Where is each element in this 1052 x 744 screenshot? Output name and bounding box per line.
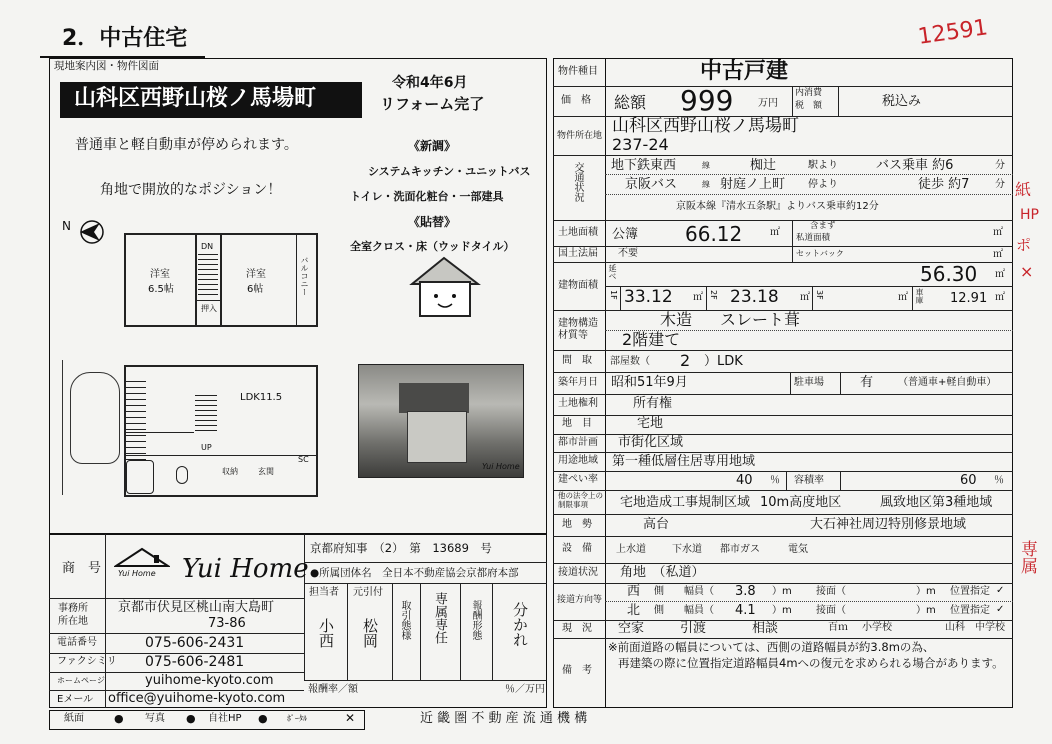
- stairs-1f: [195, 395, 217, 435]
- footer-item-photo: 写真: [145, 713, 165, 724]
- floor1-area: 33.12: [624, 287, 673, 307]
- new-heading: 《新調》: [408, 139, 457, 153]
- label-land-right: 土地権利: [558, 398, 598, 409]
- corner-note: 角地で開放的なポジション！: [100, 182, 282, 198]
- label-parking: 駐車場: [794, 377, 824, 388]
- label-remarks: 備 考: [562, 665, 592, 676]
- paste-heading: 《貼替》: [408, 215, 457, 229]
- land-basis: 公簿: [612, 227, 639, 242]
- compass-icon: [74, 218, 104, 246]
- new-items-2: トイレ・洗面化粧台・一部建具: [350, 190, 504, 203]
- label-tel: 電話番号: [57, 637, 97, 648]
- license-number: 京都府知事 （2） 第 13689 号: [310, 541, 492, 555]
- footer-item-hp: 自社HP: [208, 713, 242, 724]
- road2-check-icon: ✓: [996, 604, 1005, 615]
- road1-width-unit: ）m: [772, 586, 792, 597]
- facility-water: 上水道: [616, 544, 646, 555]
- far-value: 60: [960, 473, 977, 488]
- company-logo-small: Yui Home: [118, 569, 156, 578]
- remark-line-2: 再建築の際に位置指定道路幅員4mへの復元を求められる場合があります。: [618, 656, 1004, 670]
- company-name: Yui Home: [182, 554, 309, 584]
- house-photo: [358, 364, 524, 478]
- header-hoshu: 報酬形態: [470, 600, 481, 640]
- traffic-line-2: 京阪バス: [625, 177, 678, 192]
- road2-side: 側: [654, 605, 664, 616]
- map-label: 現地案内図・物件図面: [54, 60, 159, 72]
- header-motozuke: 元引付: [353, 587, 383, 598]
- built-date: 昭和51年9月: [611, 375, 688, 390]
- location-line-1: 山科区西野山桜ノ馬場町: [612, 116, 799, 136]
- label-status: 現 況: [562, 623, 592, 634]
- bcr-value: 40: [736, 473, 753, 488]
- footer-bullet-icon: ●: [258, 712, 268, 725]
- company-logo-icon: [114, 546, 170, 584]
- private-road-unit: ㎡: [993, 227, 1003, 238]
- label-traffic: 交通状況: [572, 162, 583, 202]
- mascot-house-icon: [404, 254, 486, 320]
- road1-frontage-label: 接面（: [816, 586, 846, 597]
- traffic-bus-unit: 分: [995, 160, 1005, 171]
- value-tanto: 小西: [317, 618, 335, 648]
- parking-note: 普通車と軽自動車が停められます。: [75, 137, 298, 153]
- traffic-station-1: 椥辻: [750, 158, 777, 173]
- facility-gas: 都市ガス: [720, 544, 760, 555]
- footer-item-paper: 紙面: [64, 713, 84, 724]
- garage-label: 車庫: [915, 288, 924, 304]
- elementary-school-label: 小学校: [862, 622, 892, 633]
- room-size-2f-1: 6.5帖: [148, 284, 174, 295]
- traffic-note: 京阪本線『清水五条駅』よりバス乗車約12分: [676, 201, 879, 212]
- paste-items: 全室クロス・床（ウッドタイル）: [350, 240, 515, 253]
- reform-date: 令和4年6月: [392, 75, 468, 91]
- structure-stories: 2階建て: [622, 330, 681, 349]
- office-address-number: 73-86: [208, 616, 246, 631]
- label-land-area: 土地面積: [558, 227, 598, 238]
- storage-label: 収納: [222, 467, 238, 476]
- road2-direction: 北: [627, 603, 641, 618]
- header-torihiki: 取引態様: [399, 600, 410, 640]
- ldk-label: LDK11.5: [240, 392, 283, 403]
- label-road: 接道状況: [558, 567, 598, 578]
- floor1-unit: ㎡: [693, 292, 703, 303]
- garage-area: 12.91: [950, 291, 988, 306]
- handwritten-note-hp: HP: [1020, 207, 1039, 223]
- road1-width: 3.8: [735, 584, 756, 599]
- madori-prefix: 部屋数（: [610, 356, 650, 367]
- stairs-up: UP: [201, 443, 212, 452]
- other-law-1: 宅地造成工事規制区域: [620, 495, 751, 510]
- road2-frontage-label: 接面（: [816, 605, 846, 616]
- road2-width-label: 幅員（: [684, 605, 714, 616]
- property-type: 中古戸建: [700, 59, 789, 84]
- label-email: Eメール: [57, 694, 94, 705]
- closet-label: 押入: [201, 304, 217, 313]
- label-type: 物件種目: [558, 66, 598, 77]
- label-far: 容積率: [794, 475, 824, 486]
- new-items-1: システムキッチン・ユニットバス: [368, 165, 531, 178]
- building-total-value: 56.30: [920, 262, 978, 286]
- label-fax: ファクシミリ: [57, 656, 117, 667]
- label-madori: 間 取: [562, 355, 592, 366]
- room-size-2f-2: 6帖: [247, 284, 264, 295]
- handover-label: 引渡: [680, 621, 707, 636]
- facility-sewer: 下水道: [672, 544, 702, 555]
- traffic-walk-unit: 分: [995, 179, 1005, 190]
- label-facility: 設 備: [562, 543, 592, 554]
- kokudo-value: 不要: [618, 248, 638, 259]
- shoe-closet-label: SC: [298, 455, 309, 464]
- footer-bullet-icon: ●: [114, 712, 124, 725]
- traffic-line-2-suffix: 線: [702, 180, 710, 189]
- city-plan-value: 市街化区域: [618, 435, 684, 450]
- handwritten-note-portal: ポ: [1016, 236, 1032, 254]
- facility-electric: 電気: [788, 544, 808, 555]
- handover-value: 相談: [752, 621, 779, 636]
- road1-check-icon: ✓: [996, 585, 1005, 596]
- handwritten-note-paper: 紙: [1015, 180, 1032, 199]
- label-zone: 用途地域: [558, 455, 598, 466]
- label-kokudo: 国土法届: [558, 248, 598, 259]
- road1-width-label: 幅員（: [684, 586, 714, 597]
- building-total-unit: ㎡: [995, 269, 1005, 280]
- reform-done: リフォーム完了: [380, 95, 485, 113]
- label-road-direction: 接道方向等: [557, 595, 603, 605]
- email-link[interactable]: office@yuihome-kyoto.com: [108, 691, 286, 706]
- fax-number: 075-606-2481: [145, 654, 245, 670]
- traffic-bus-time: バス乗車 約6: [876, 158, 954, 173]
- label-bcr: 建ぺい率: [558, 474, 598, 485]
- label-other-laws: 他の法令上の制限事項: [558, 491, 603, 509]
- terrain-note: 大石神社周辺特別修景地域: [810, 517, 967, 532]
- label-homepage: ホームページ: [57, 676, 105, 685]
- terrain-value: 高台: [643, 517, 670, 532]
- school-district: 山科: [945, 622, 965, 633]
- tel-number: 075-606-2431: [145, 635, 245, 651]
- status-value: 空家: [618, 621, 645, 636]
- traffic-station-1-suffix: 駅より: [808, 160, 838, 171]
- traffic-walk-time: 徒歩 約7: [918, 177, 970, 192]
- stairs-2f: [198, 254, 218, 298]
- balcony-label: バルコニー: [300, 256, 309, 296]
- label-structure: 建物構造材質等: [558, 318, 598, 341]
- road1-designation: 位置指定: [950, 586, 990, 597]
- private-road-label-2: 私道面積: [796, 233, 831, 243]
- price-prefix: 総額: [614, 93, 647, 112]
- floor1-label: 1F: [609, 290, 618, 300]
- association: ●所属団体名 全日本不動産協会京都府本部: [310, 567, 519, 579]
- footer-item-portal: ﾎﾟｰﾀﾙ: [287, 714, 307, 723]
- road1-side: 側: [654, 586, 664, 597]
- remark-line-1: ※前面道路の幅員については、西側の道路幅員が約3.8mの為、: [608, 640, 935, 654]
- distance-unit: 百ｍ: [828, 622, 848, 633]
- label-chimoku: 地 目: [562, 418, 592, 429]
- header-tanto: 担当者: [309, 587, 339, 598]
- handwritten-note-cross: ×: [1020, 262, 1034, 281]
- junior-high-label: 中学校: [975, 622, 1005, 633]
- room-label-2f-1: 洋室: [150, 269, 170, 280]
- value-senzoku: 専属専任: [432, 592, 447, 644]
- land-area-unit: ㎡: [770, 227, 780, 238]
- entry-label: 玄関: [258, 467, 274, 476]
- other-law-3: 風致地区第3種地域: [880, 495, 993, 510]
- road2-frontage-unit: ）m: [916, 605, 936, 616]
- road1-direction: 西: [627, 584, 641, 599]
- road2-width: 4.1: [735, 603, 756, 618]
- road-value: 角地 （私道）: [620, 565, 705, 580]
- label-location: 物件所在地: [557, 131, 603, 141]
- floor3-label: 3F: [815, 290, 824, 300]
- compass-n: N: [62, 219, 71, 233]
- kitchen-counter: [126, 380, 146, 460]
- label-built: 築年月日: [558, 377, 598, 388]
- floor2-area: 23.18: [730, 287, 779, 307]
- road2-width-unit: ）m: [772, 605, 792, 616]
- floor2-unit: ㎡: [800, 292, 810, 303]
- stairs-dn: DN: [201, 242, 214, 251]
- fee-unit: ％／万円: [505, 684, 545, 695]
- traffic-station-2: 射庭ノ上町: [720, 177, 786, 192]
- chimoku-value: 宅地: [637, 416, 664, 431]
- homepage-link[interactable]: yuihome-kyoto.com: [145, 673, 274, 688]
- footer-cross-icon: ✕: [345, 711, 356, 725]
- zone-value: 第一種低層住居専用地域: [612, 454, 756, 469]
- property-title: 山科区西野山桜ノ馬場町: [74, 86, 317, 111]
- bcr-unit: ％: [770, 475, 780, 486]
- land-area-value: 66.12: [685, 222, 743, 246]
- footer-checkbox-strip: [49, 710, 365, 730]
- tax-label-2: 税 額: [795, 101, 823, 111]
- label-shogo: 商 号: [62, 561, 102, 576]
- traffic-line-1: 地下鉄東西: [611, 158, 677, 173]
- value-motozuke: 松岡: [361, 618, 379, 648]
- structure-roof: スレート葺: [720, 310, 801, 329]
- label-city-plan: 都市計画: [558, 437, 598, 448]
- label-price: 価 格: [561, 95, 591, 106]
- label-building-area: 建物面積: [558, 280, 598, 291]
- car-icon: [70, 372, 120, 464]
- floor2-label: 2F: [709, 290, 718, 300]
- setback-unit: ㎡: [993, 249, 1003, 260]
- structure-material: 木造: [660, 310, 693, 329]
- footer-bullet-icon: ●: [186, 712, 196, 725]
- label-terrain: 地 勢: [562, 519, 592, 530]
- road2-designation: 位置指定: [950, 605, 990, 616]
- floor3-unit: ㎡: [898, 292, 908, 303]
- tax-value: 税込み: [882, 94, 922, 109]
- price-unit: 万円: [758, 98, 778, 109]
- private-road-label-1: 含まず: [810, 221, 836, 231]
- handwritten-note-senzoku: 専属: [1017, 540, 1037, 574]
- location-line-2: 237-24: [612, 135, 669, 154]
- traffic-station-2-suffix: 停より: [808, 179, 838, 190]
- room-label-2f-2: 洋室: [246, 269, 266, 280]
- garage-unit: ㎡: [995, 292, 1005, 303]
- value-wakare: 分かれ: [511, 602, 529, 647]
- bathtub: [126, 460, 154, 494]
- parking-note: （普通車+軽自動車）: [898, 377, 997, 388]
- section-title: 2．中古住宅: [62, 26, 188, 51]
- madori-suffix: ）LDK: [704, 354, 743, 369]
- land-right-value: 所有権: [633, 396, 673, 411]
- setback-label: セットバック: [796, 249, 844, 258]
- fee-label: 報酬率／額: [308, 684, 358, 695]
- traffic-line-1-suffix: 線: [702, 161, 710, 170]
- office-address: 京都市伏見区桃山南大島町: [118, 600, 275, 615]
- road1-frontage-unit: ）m: [916, 586, 936, 597]
- price-value: 999: [680, 84, 734, 117]
- other-law-2: 10m高度地区: [760, 495, 842, 510]
- madori-rooms: 2: [680, 351, 691, 370]
- handwritten-id: 12591: [916, 15, 990, 50]
- photo-logo: Yui Home: [482, 462, 520, 471]
- building-total-label: 延べ: [608, 264, 617, 280]
- far-unit: ％: [994, 475, 1004, 486]
- toilet: [176, 466, 188, 484]
- footer-brand: 近 畿 圏 不 動 産 流 通 機 構: [420, 711, 588, 726]
- label-office: 事務所 所在地: [58, 603, 88, 627]
- parking-value: 有: [860, 375, 874, 390]
- tax-label-1: 内消費: [795, 88, 823, 98]
